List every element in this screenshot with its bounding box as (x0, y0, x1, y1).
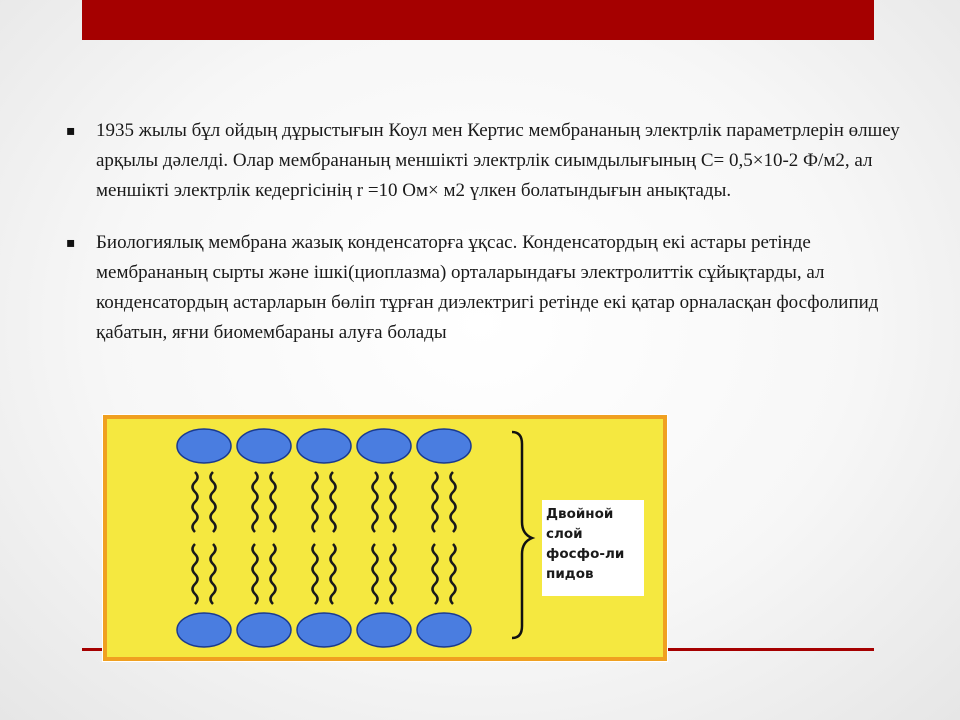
slide-content (66, 116, 906, 348)
lipid-head (177, 613, 231, 647)
label-line: фосфо-ли (546, 546, 625, 562)
lipid-head (417, 429, 471, 463)
bullet-square-icon: ▪ (66, 235, 76, 251)
lipid-head (237, 613, 291, 647)
phospholipid-bilayer-figure (102, 414, 668, 662)
lipid-head (237, 429, 291, 463)
bilayer-label (542, 500, 644, 596)
bullet-item (66, 116, 906, 206)
lipid-head (417, 613, 471, 647)
bullet-square-icon: ▪ (66, 123, 76, 139)
bullet-item (66, 228, 906, 348)
lipid-head (357, 429, 411, 463)
lipid-head (177, 429, 231, 463)
label-line: Двойной (546, 506, 614, 522)
label-line: слой (546, 526, 583, 542)
lipid-head (357, 613, 411, 647)
bullet-text-1: 1935 жылы бұл ойдың дұрыстығын Коул мен Кертис мембрананың электрлік параметрлерін өлшеу арқылы дәлелді. Олар мембрананың меншікті электрлік сиымдылығының С= 0,5×10-2 Ф/м2, ал меншікті электрлік кедергісінің r =10 Ом× м2 үлкен болатындығын анықтады. (96, 120, 900, 201)
lipid-head (297, 613, 351, 647)
bullet-text-2: Биологиялық мембрана жазық конденсаторға ұқсас. Конденсатордың екі астары ретінде мембрананың сырты және ішкі(циоплазма) орталарындағы электролиттік сұйықтарды, ал конденсатордың астарларын бөліп тұрған диэлектригі ретінде екі қатар орналасқан фосфолипид қабатын, яғни биомембараны алуға болады (96, 232, 879, 343)
label-line: пидов (546, 566, 594, 582)
top-accent-bar (82, 0, 874, 40)
lipid-head (297, 429, 351, 463)
